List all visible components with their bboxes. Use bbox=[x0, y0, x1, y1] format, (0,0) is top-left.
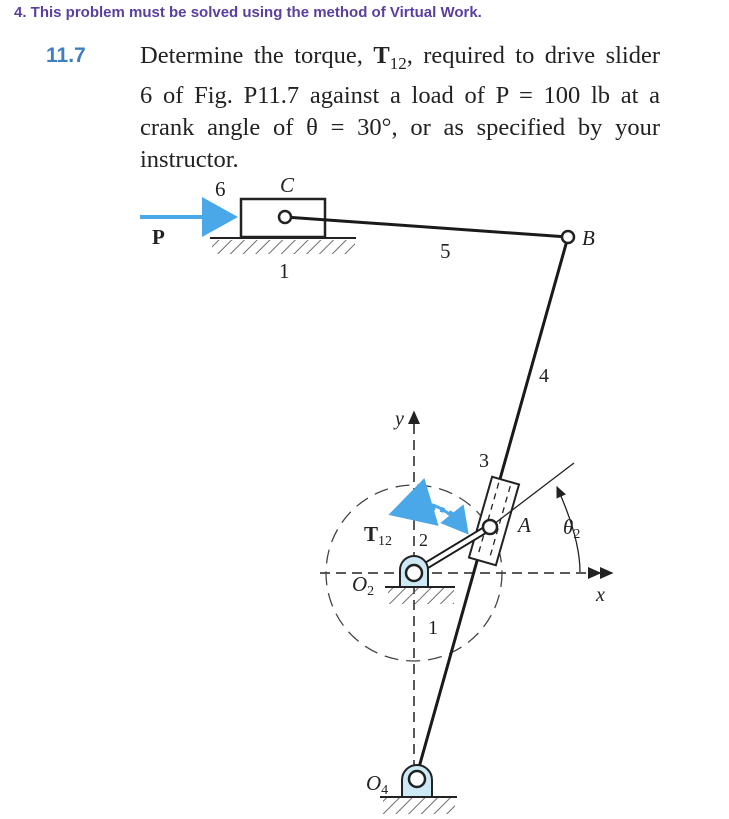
label-pin-c: C bbox=[280, 173, 295, 197]
pivot-o4 bbox=[380, 765, 457, 814]
instruction-header: 4. This problem must be solved using the method of Virtual Work. bbox=[14, 4, 482, 21]
label-pivot-o4: O4 bbox=[366, 771, 389, 798]
label-pivot-o2: O2 bbox=[352, 572, 375, 599]
problem-number: 11.7 bbox=[46, 44, 86, 67]
problem-line-4: instructor. bbox=[140, 145, 239, 173]
pin-a bbox=[483, 520, 497, 534]
label-load-p: P bbox=[152, 225, 165, 249]
label-slider-6: 6 bbox=[215, 177, 226, 201]
label-pin-a: A bbox=[518, 513, 531, 537]
label-y-axis: y bbox=[395, 408, 404, 430]
label-ground-1-top: 1 bbox=[279, 259, 290, 283]
link-5 bbox=[285, 217, 568, 237]
pin-b bbox=[562, 231, 574, 243]
problem-line-1: Determine the torque, $T_{12}$, required to drive slider bbox=[140, 42, 660, 73]
label-link-5: 5 bbox=[440, 239, 451, 263]
label-pin-b: B bbox=[582, 226, 595, 250]
label-link-2: 2 bbox=[419, 530, 428, 550]
label-theta: θ2 bbox=[563, 515, 581, 542]
pin-c bbox=[279, 211, 291, 223]
label-x-axis: x bbox=[596, 584, 605, 606]
pivot-o2 bbox=[385, 556, 455, 604]
label-ground-1-mid: 1 bbox=[428, 617, 438, 639]
label-link-4: 4 bbox=[539, 365, 549, 387]
label-torque: T12 bbox=[364, 522, 393, 549]
problem-line-2: 6 of Fig. P11.7 against a load of P = 100 lb at a bbox=[140, 81, 660, 109]
label-link-3: 3 bbox=[479, 450, 489, 472]
slider-ground bbox=[210, 238, 356, 254]
problem-line-3: crank angle of θ = 30°, or as specified by your bbox=[140, 113, 660, 141]
